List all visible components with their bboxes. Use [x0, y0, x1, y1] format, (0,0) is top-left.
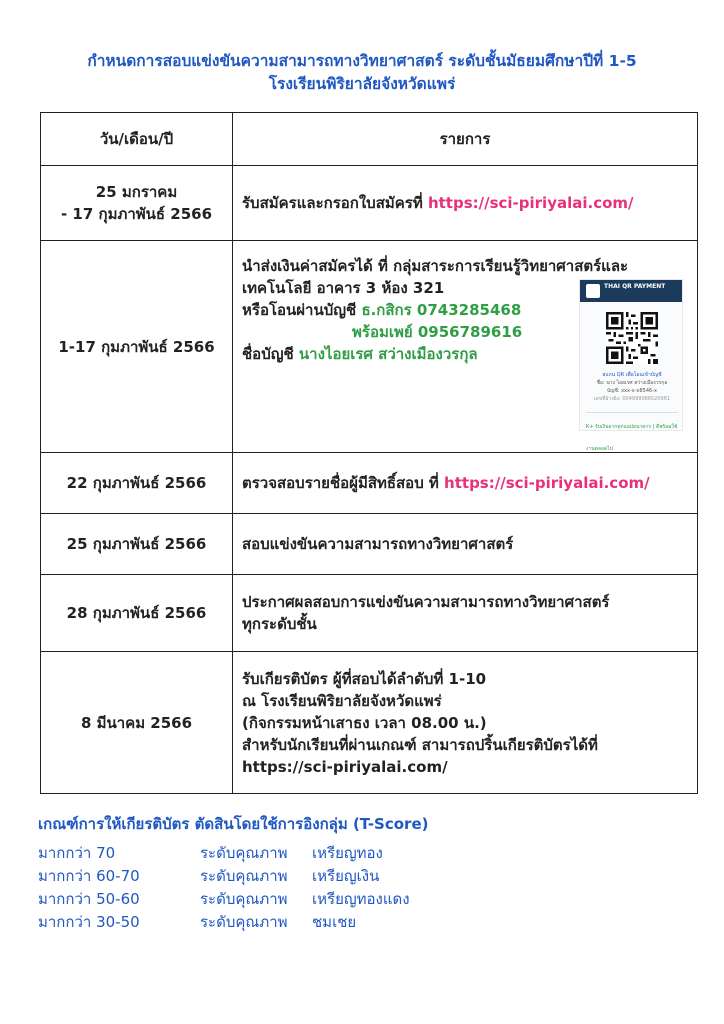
award: เหรียญเงิน	[312, 867, 380, 885]
promptpay-number: พร้อมเพย์ 0956789616	[352, 323, 523, 341]
qr-header-text: THAI QR PAYMENT	[604, 283, 666, 290]
item-text: เทคโนโลยี อาคาร 3 ห้อง 321	[242, 279, 445, 297]
list-item	[38, 865, 410, 888]
qr-account-name: ชื่อ: นาง ไอยเรศ สว่างเมืองวรกุล	[596, 380, 668, 386]
criteria-title: เกณฑ์การให้เกียรติบัตร ตัดสินโดยใช้การอิงกลุ่ม (T-Score)	[38, 815, 429, 833]
item-text: รับเกียรติบัตร ผู้ที่สอบได้ลำดับที่ 1-10	[242, 669, 487, 688]
item-text: ณ โรงเรียนพิริยาลัยจังหวัดแพร่	[242, 691, 442, 710]
qr-account-number: บัญชี: xxx-x-x8546-x	[607, 388, 657, 394]
item-text: ประกาศผลสอบการแข่งขันความสามารถทางวิทยาศาสตร์	[242, 593, 610, 611]
account-name-prefix: ชื่อบัญชี	[242, 345, 299, 363]
award: เหรียญทองแดง	[312, 890, 410, 908]
criteria-list	[38, 842, 410, 934]
table-row	[41, 514, 698, 575]
date-cell: 8 มีนาคม 2566	[41, 652, 233, 794]
item-text: นำส่งเงินค่าสมัครได้ ที่ กลุ่มสาระการเรียนรู้วิทยาศาสตร์และ	[242, 257, 629, 275]
certificate-link[interactable]: https://sci-piriyalai.com/	[242, 757, 448, 776]
qr-header	[580, 280, 682, 302]
quality-level: ระดับคุณภาพ	[200, 867, 288, 885]
qr-caption: สแกน QR เพื่อโอนเข้าบัญชี	[602, 372, 662, 378]
score-range: มากกว่า 70	[38, 844, 116, 862]
bank-account: ธ.กสิกร 0743285468	[361, 301, 522, 319]
item-cell: สอบแข่งขันความสามารถทางวิทยาศาสตร์	[233, 514, 698, 575]
list-item	[38, 842, 410, 865]
quality-level: ระดับคุณภาพ	[200, 890, 288, 908]
registration-link[interactable]: https://sci-piriyalai.com/	[427, 194, 634, 212]
table-row	[41, 166, 698, 241]
score-range: มากกว่า 60-70	[38, 867, 140, 885]
column-header-date: วัน/เดือน/ปี	[41, 113, 233, 166]
score-range: มากกว่า 50-60	[38, 890, 140, 908]
date-line: - 17 กุมภาพันธ์ 2566	[60, 205, 213, 223]
check-list-link[interactable]: https://sci-piriyalai.com/	[444, 474, 650, 492]
item-cell	[233, 166, 698, 241]
item-text: รับสมัครและกรอกใบสมัครที่	[242, 194, 428, 212]
item-cell	[233, 241, 698, 453]
item-cell	[233, 575, 698, 652]
quality-level: ระดับคุณภาพ	[200, 844, 288, 862]
item-text: สำหรับนักเรียนที่ผ่านเกณฑ์ สามารถปริ้นเกียรติบัตรได้ที่	[242, 735, 598, 754]
list-item	[38, 888, 410, 911]
qr-code-icon	[606, 312, 658, 364]
award: ชมเชย	[312, 913, 357, 931]
table-row	[41, 575, 698, 652]
qr-footer: K+ รับเงินจากทุกแอปธนาคาร | ดีพร้อมใช้งานตลอดไป	[586, 412, 678, 460]
item-cell	[233, 652, 698, 794]
date-cell: 1-17 กุมภาพันธ์ 2566	[41, 241, 233, 453]
quality-level: ระดับคุณภาพ	[200, 913, 288, 931]
date-cell	[41, 166, 233, 241]
date-line: 25 มกราคม	[95, 183, 178, 201]
qr-payment-card	[579, 279, 683, 452]
date-cell: 22 กุมภาพันธ์ 2566	[41, 453, 233, 514]
account-name: นางไอยเรศ สว่างเมืองวรกุล	[298, 345, 478, 363]
column-header-item: รายการ	[233, 113, 698, 166]
table-row	[41, 241, 698, 453]
table-row	[41, 453, 698, 514]
date-cell: 25 กุมภาพันธ์ 2566	[41, 514, 233, 575]
schedule-table	[40, 112, 698, 794]
item-text: (กิจกรรมหน้าเสาธง เวลา 08.00 น.)	[242, 713, 487, 732]
thai-qr-logo-icon	[586, 284, 600, 298]
page-title: กำหนดการสอบแข่งขันความสามารถทางวิทยาศาสตร์ ระดับชั้นมัธยมศึกษาปีที่ 1-5	[87, 52, 637, 70]
item-text: ทุกระดับชั้น	[242, 615, 317, 633]
list-item	[38, 911, 410, 934]
item-text: ตรวจสอบรายชื่อผู้มีสิทธิ์สอบ ที่	[242, 474, 445, 492]
date-cell: 28 กุมภาพันธ์ 2566	[41, 575, 233, 652]
award: เหรียญทอง	[312, 844, 383, 862]
page-subtitle: โรงเรียนพิริยาลัยจังหวัดแพร่	[268, 75, 456, 93]
table-row	[41, 652, 698, 794]
account-prefix: หรือโอนผ่านบัญชี	[242, 301, 362, 319]
qr-reference: เลขที่อ้างอิง: 004999086520961	[593, 396, 671, 402]
score-range: มากกว่า 30-50	[38, 913, 140, 931]
item-cell	[233, 453, 698, 514]
table-header-row	[41, 113, 698, 166]
